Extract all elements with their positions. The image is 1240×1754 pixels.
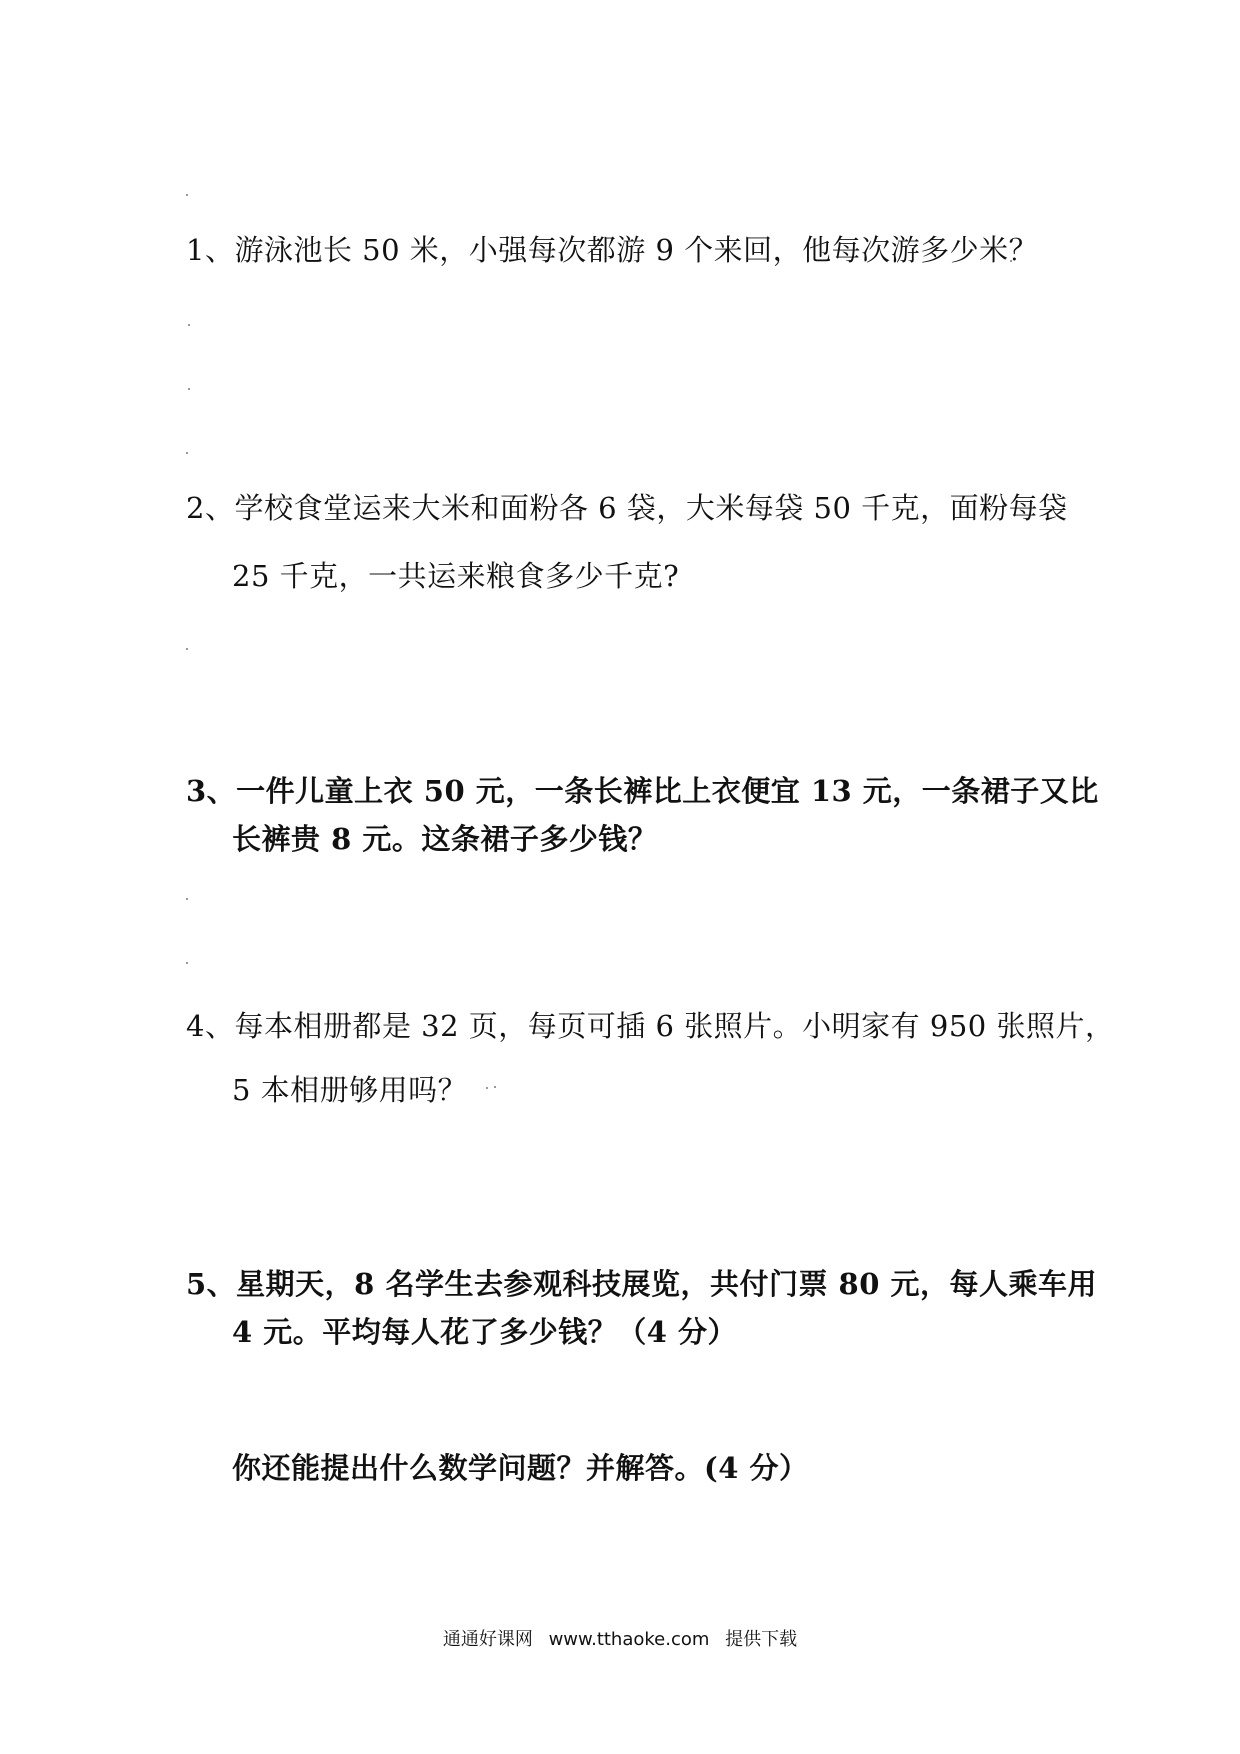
question-5-line-1: 5、星期天，8 名学生去参观科技展览，共付门票 80 元，每人乘车用 xyxy=(186,1267,1098,1301)
extra-question: 你还能提出什么数学问题？并解答。(4 分） xyxy=(232,1451,809,1485)
footer-suffix: 提供下载 xyxy=(725,1629,798,1650)
question-5-line-2: 4 元。平均每人花了多少钱？（4 分） xyxy=(232,1315,738,1349)
footer-url[interactable]: www.tthaoke.com xyxy=(548,1629,710,1650)
question-2-line-1: 2、学校食堂运来大米和面粉各 6 袋，大米每袋 50 千克，面粉每袋 xyxy=(186,491,1068,525)
scan-speck xyxy=(186,648,188,650)
question-1-line-1: 1、游泳池长 50 米，小强每次都游 9 个来回，他每次游多少米？ xyxy=(186,233,1039,267)
scan-speck xyxy=(186,194,188,196)
page-footer xyxy=(0,1628,1240,1652)
scan-speck xyxy=(486,1087,488,1089)
footer-site-name: 通通好课网 xyxy=(442,1629,533,1650)
scan-speck xyxy=(186,962,188,964)
question-4-line-2: 5 本相册够用吗？ xyxy=(232,1073,468,1107)
scan-speck xyxy=(188,388,190,390)
scan-speck xyxy=(186,898,188,900)
question-3-line-2: 长裤贵 8 元。这条裙子多少钱？ xyxy=(232,822,658,856)
scan-speck xyxy=(188,324,190,326)
scan-speck xyxy=(186,452,188,454)
scan-speck xyxy=(494,1086,496,1088)
question-2-line-2: 25 千克，一共运来粮食多少千克? xyxy=(232,559,680,593)
question-4-line-1: 4、每本相册都是 32 页，每页可插 6 张照片。小明家有 950 张照片， xyxy=(186,1009,1115,1043)
question-3-line-1: 3、一件儿童上衣 50 元，一条长裤比上衣便宜 13 元，一条裙子又比 xyxy=(186,774,1099,808)
